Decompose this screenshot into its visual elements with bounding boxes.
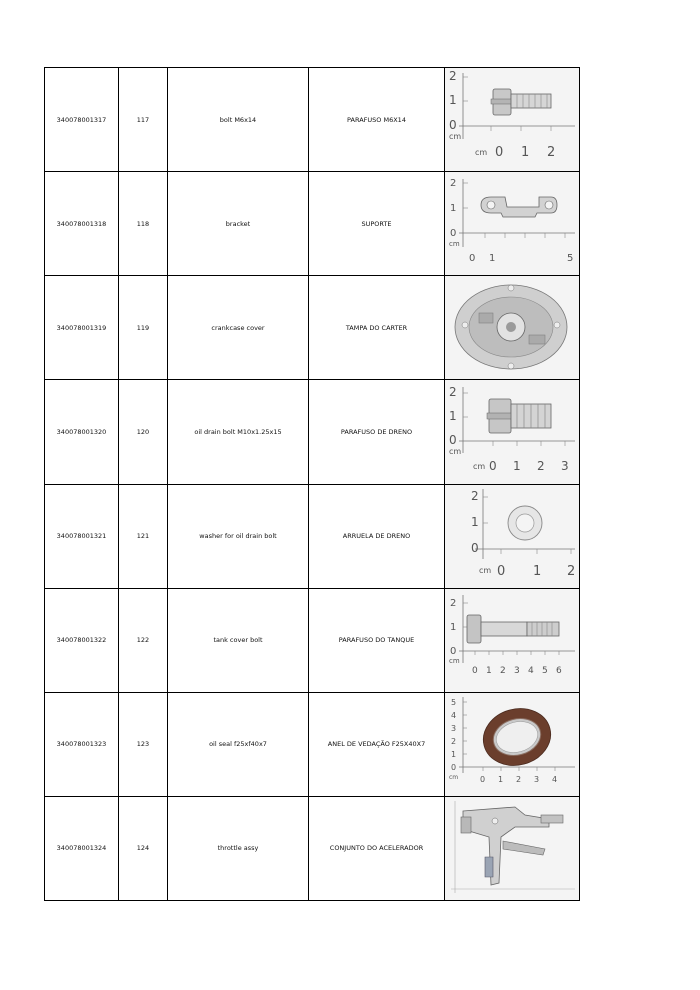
position-number: 123: [119, 692, 168, 796]
svg-text:0: 0: [495, 144, 504, 160]
svg-text:0: 0: [449, 117, 457, 132]
svg-text:4: 4: [528, 666, 534, 677]
svg-text:cm: cm: [473, 461, 486, 471]
position-number: 117: [119, 68, 168, 172]
svg-text:3: 3: [451, 724, 457, 734]
svg-text:1: 1: [449, 92, 457, 107]
crankcase-cover-icon: [445, 277, 579, 379]
svg-text:1: 1: [450, 202, 457, 214]
description-portuguese: PARAFUSO DO TANQUE: [309, 588, 445, 692]
bolt-long-icon: [445, 589, 579, 691]
svg-text:1: 1: [513, 458, 521, 473]
svg-text:6: 6: [556, 666, 562, 677]
part-photo: [445, 796, 580, 900]
position-number: 118: [119, 172, 168, 276]
table-row: [45, 484, 580, 588]
svg-text:0: 0: [449, 432, 457, 447]
svg-text:1: 1: [486, 666, 492, 677]
description-portuguese: TAMPA DO CARTER: [309, 276, 445, 380]
svg-text:0: 0: [497, 564, 506, 580]
svg-text:cm: cm: [475, 147, 488, 157]
part-code: 340078001322: [45, 588, 119, 692]
svg-text:cm: cm: [449, 131, 462, 141]
part-code: 340078001321: [45, 484, 119, 588]
position-number: 119: [119, 276, 168, 380]
description-english: crankcase cover: [168, 276, 309, 380]
svg-text:1: 1: [521, 144, 530, 160]
description-english: oil seal f25xf40x7: [168, 692, 309, 796]
svg-text:3: 3: [561, 458, 569, 473]
svg-text:1: 1: [489, 252, 496, 264]
parts-table: [44, 67, 580, 901]
drain-bolt-icon: [445, 381, 579, 483]
svg-text:0: 0: [450, 646, 457, 658]
oil-seal-icon: [445, 693, 579, 795]
part-photo: [445, 692, 580, 796]
description-portuguese: CONJUNTO DO ACELERADOR: [309, 796, 445, 900]
description-portuguese: PARAFUSO DE DRENO: [309, 380, 445, 484]
svg-text:cm: cm: [449, 446, 462, 456]
description-portuguese: ANEL DE VEDAÇÃO F25X40X7: [309, 692, 445, 796]
svg-text:1: 1: [450, 622, 457, 634]
svg-text:1: 1: [498, 775, 504, 785]
svg-text:2: 2: [451, 737, 457, 747]
table-row: [45, 68, 580, 172]
table-row: [45, 172, 580, 276]
svg-text:2: 2: [516, 775, 522, 785]
svg-text:cm: cm: [449, 774, 459, 782]
svg-text:2: 2: [471, 489, 479, 504]
svg-text:cm: cm: [449, 239, 460, 248]
svg-text:0: 0: [450, 227, 457, 239]
throttle-assy-icon: [445, 797, 579, 899]
svg-text:0: 0: [480, 775, 486, 785]
svg-text:4: 4: [451, 711, 457, 721]
part-code: 340078001318: [45, 172, 119, 276]
svg-text:5: 5: [451, 698, 457, 708]
bracket-icon: [445, 173, 579, 275]
table-row: [45, 588, 580, 692]
position-number: 120: [119, 380, 168, 484]
description-english: bracket: [168, 172, 309, 276]
svg-text:0: 0: [469, 252, 476, 264]
part-photo: [445, 380, 580, 484]
table-row: [45, 692, 580, 796]
svg-text:cm: cm: [449, 657, 460, 666]
description-english: washer for oil drain bolt: [168, 484, 309, 588]
part-photo: [445, 484, 580, 588]
svg-text:1: 1: [451, 750, 457, 760]
part-code: 340078001319: [45, 276, 119, 380]
svg-text:0: 0: [451, 763, 457, 773]
svg-text:2: 2: [449, 384, 457, 399]
svg-text:1: 1: [533, 564, 542, 580]
description-portuguese: SUPORTE: [309, 172, 445, 276]
svg-text:3: 3: [514, 666, 520, 677]
part-code: 340078001317: [45, 68, 119, 172]
part-photo: [445, 68, 580, 172]
description-english: tank cover bolt: [168, 588, 309, 692]
svg-text:2: 2: [449, 68, 457, 83]
description-english: oil drain bolt M10x1.25x15: [168, 380, 309, 484]
description-portuguese: PARAFUSO M6X14: [309, 68, 445, 172]
svg-text:5: 5: [567, 252, 574, 264]
svg-text:5: 5: [542, 666, 548, 677]
svg-text:1: 1: [471, 515, 479, 530]
svg-text:2: 2: [547, 144, 556, 160]
position-number: 121: [119, 484, 168, 588]
part-photo: [445, 276, 580, 380]
part-code: 340078001324: [45, 796, 119, 900]
table-row: [45, 276, 580, 380]
position-number: 122: [119, 588, 168, 692]
svg-text:2: 2: [450, 598, 457, 610]
svg-text:0: 0: [489, 458, 497, 473]
position-number: 124: [119, 796, 168, 900]
description-english: throttle assy: [168, 796, 309, 900]
svg-text:3: 3: [534, 775, 540, 785]
svg-text:2: 2: [567, 564, 576, 580]
part-code: 340078001323: [45, 692, 119, 796]
svg-text:cm: cm: [479, 566, 492, 576]
description-english: bolt M6x14: [168, 68, 309, 172]
part-photo: [445, 588, 580, 692]
svg-text:2: 2: [537, 458, 545, 473]
part-code: 340078001320: [45, 380, 119, 484]
part-photo: [445, 172, 580, 276]
description-portuguese: ARRUELA DE DRENO: [309, 484, 445, 588]
svg-text:2: 2: [500, 666, 506, 677]
table-row: [45, 796, 580, 900]
svg-text:1: 1: [449, 408, 457, 423]
bolt-short-icon: [445, 69, 579, 171]
svg-text:0: 0: [471, 541, 479, 556]
table-row: [45, 380, 580, 484]
svg-text:4: 4: [552, 775, 558, 785]
svg-text:0: 0: [472, 666, 478, 677]
svg-text:2: 2: [450, 177, 457, 189]
washer-icon: [445, 485, 579, 587]
